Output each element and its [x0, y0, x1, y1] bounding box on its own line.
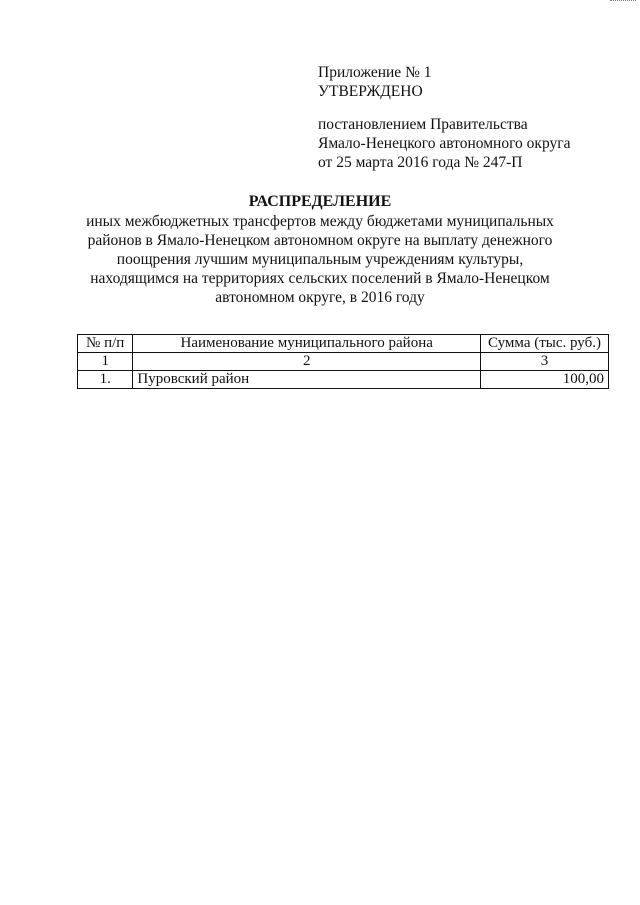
title-line: находящимся на территориях сельских поселений в Ямало-Ненецком	[90, 270, 550, 287]
decree-line-3: от 25 марта 2016 года № 247-П	[318, 154, 523, 171]
title-line: иных межбюджетных трансфертов между бюджетами муниципальных	[86, 213, 554, 230]
column-number-1: 1	[78, 353, 133, 371]
decree-line-1: постановлением Правительства	[318, 116, 528, 133]
approved-stamp-text: УТВЕРЖДЕНО	[318, 83, 423, 100]
header-district-name: Наименование муниципального района	[133, 335, 481, 353]
table-row	[78, 371, 609, 389]
document-title-block	[60, 192, 580, 307]
header-number: № п/п	[78, 335, 133, 353]
title-line: поощрения лучшим муниципальным учреждениям культуры,	[116, 251, 524, 268]
district-name-cell: Пуровский район	[133, 371, 481, 389]
distribution-table	[77, 334, 609, 389]
amount-cell: 100,00	[481, 371, 609, 389]
column-number-2: 2	[133, 353, 481, 371]
approval-block	[318, 63, 618, 172]
table-header-row	[78, 335, 609, 353]
row-number-cell: 1.	[78, 371, 133, 389]
title-line: автономном округе, в 2016 году	[215, 289, 425, 306]
appendix-label: Приложение № 1	[318, 64, 432, 81]
decree-line-2: Ямало-Ненецкого автономного округа	[318, 135, 571, 152]
document-heading: РАСПРЕДЕЛЕНИЕ	[248, 193, 392, 210]
scan-corner-mark	[610, 0, 636, 4]
header-amount: Сумма (тыс. руб.)	[481, 335, 609, 353]
title-line: районов в Ямало-Ненецком автономном округе на выплату денежного	[87, 232, 553, 249]
table-column-number-row	[78, 353, 609, 371]
column-number-3: 3	[481, 353, 609, 371]
